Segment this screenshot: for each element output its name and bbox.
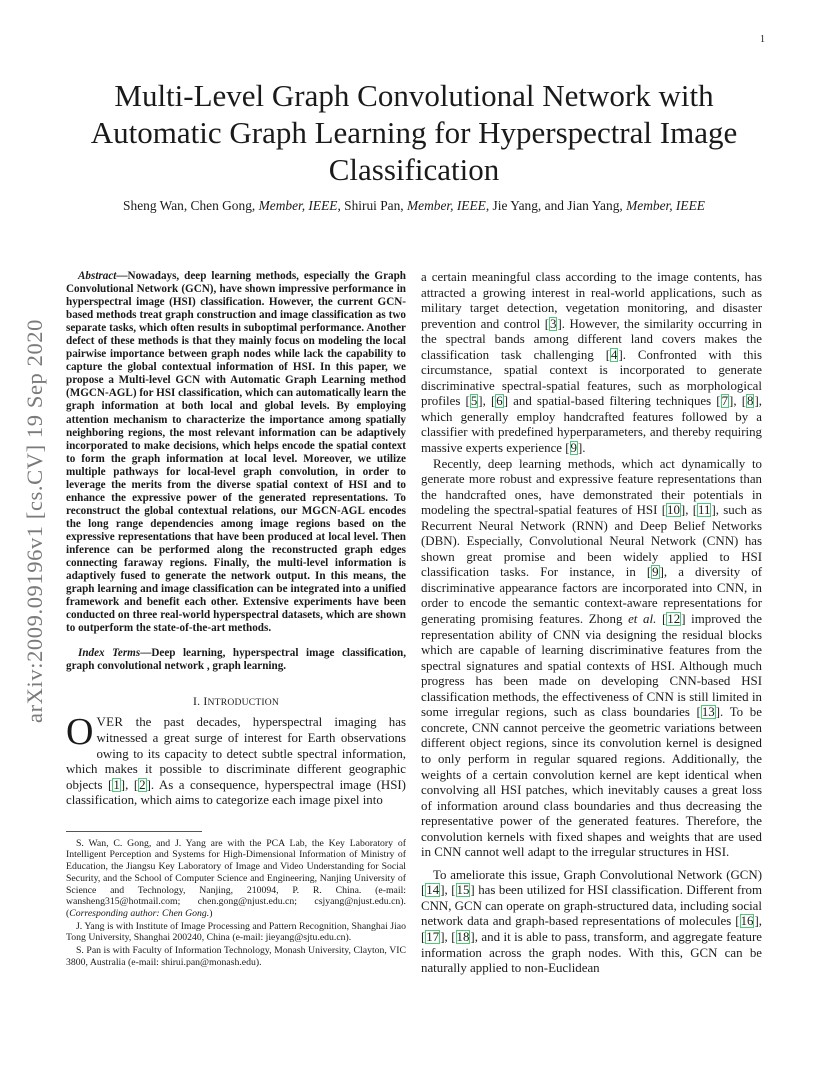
arxiv-identifier-text: arXiv:2009.09196v1 [cs.CV] 19 Sep 2020 bbox=[22, 318, 47, 724]
author-role-1: Member, IEEE bbox=[258, 198, 338, 213]
citation-link[interactable]: 9 bbox=[570, 441, 577, 456]
drop-cap: O bbox=[66, 711, 94, 754]
citation-link[interactable]: 13 bbox=[701, 705, 715, 720]
citation-link[interactable]: 16 bbox=[740, 914, 754, 929]
footnote-affiliation-3: S. Pan is with Faculty of Information Technology, Monash University, Clayton, VIC 3800, Australia (e-mail: shirui.pan@monash.edu). bbox=[66, 945, 406, 968]
intro-text-2: . As a consequence, hyperspectral image (HSI) classification, which aims to categorize each image pixel into bbox=[66, 777, 406, 808]
section-heading-introduction bbox=[66, 694, 406, 709]
body-paragraph-2: Recently, deep learning methods, which act dynamically to generate more robust and expressive feature representations than the handcrafted ones, have demonstrated their potentials in modeling the spectral-spatial features of HSI [10], [11], such as Recurrent Neural Network (RNN) and Deep Belief Networks (DBN). Especially, Convolutional Neural Network (CNN) has shown great promise and been widely applied to HSI classification tasks. For instance, in [9], a diversity of discriminative appearance factors are incorporated into CNN, in order to encode the semantic context-aware representations for generating promising features. Zhong et al. [12] improved the representation ability of CNN via designing the residual blocks which are capable of learning discriminative features from the spectral signatures and spatial contexts of HSI. Although much progress has been made on developing CNN-based HSI classification methods, the effectiveness of CNN is still limited in some irregular regions, such as class boundaries [13]. To be concrete, CNN cannot perceive the geometric variations between different object regions, since its convolution kernel is designed to only perform in regular squared regions. Additionally, the weights of a certain convolution kernel are kept identical when convolving all HSI patches, which inevitably causes a great loss of information around class boundaries and thus decreasing the representative power of the generated features. Therefore, the convolution kernels with fixed shapes and weights that are used in CNN cannot well adapt to the irregular structures in HSI. bbox=[421, 456, 762, 860]
abstract-lead: Abstract bbox=[78, 270, 117, 282]
author-role-3: Member, IEEE bbox=[626, 198, 705, 213]
body-paragraph-1: a certain meaningful class according to the image contents, has attracted a growing interest in real-world applications, such as military target detection, vegetation monitoring, and disaster prevention and control [3]. However, the similarity occurring in the spectral bands among different land covers makes the classification task challenging [4]. Confronted with this circumstance, spatial context is incorporated to generate discriminative spectral-spatial features, such as morphological profiles [5], [6] and spatial-based filtering techniques [7], [8], which generally employ handcrafted features followed by a classifier with predefined hyperparameters, and thereby requiring massive experts experience [9]. bbox=[421, 270, 762, 456]
citation-link[interactable]: 5 bbox=[470, 394, 478, 409]
arxiv-identifier bbox=[20, 282, 50, 760]
citation-link[interactable]: 10 bbox=[667, 503, 680, 518]
intro-caps: VER bbox=[96, 715, 124, 730]
abstract-text: —Nowadays, deep learning methods, especially the Graph Convolutional Network (GCN), have shown impressive performance in hyperspectral image (HSI) classification. However, the current GCN-based methods treat graph construction and image classification as two separate tasks, which often results in suboptimal performance. Another defect of these methods is that they mainly focus on modeling the local pairwise importance between graph nodes while lack the capability to capture the global contextual information of HSI. In this paper, we propose a Multi-level GCN with Automatic Graph Learning method (MGCN-AGL) for HSI classification, which can automatically learn the graph information at both local and global levels. By employing attention mechanism to characterize the importance among spatially neighboring regions, the most relevant information can be adaptively incorporated to make decisions, which helps encode the spatial context to form the graph information at local level. Moreover, we utilize multiple pathways for local-level graph convolution, in order to leverage the merits from the diverse spatial context of HSI and to enhance the expressive power of the generated representations. To reconstruct the global contextual relations, our MGCN-AGL encodes the long range dependencies among image regions based on the expressive representations that have been produced at local level. Then inference can be performed along the reconstructed graph edges connecting faraway regions. Finally, the multi-level information is adaptively fused to generate the network output. In this means, the graph learning and image classification can be integrated into a unified framework and benefit each other. Extensive experiments have been conducted on three real-world hyperspectral datasets, which are shown to outperform the state-of-the-art methods. bbox=[66, 270, 406, 635]
citation-link[interactable]: 9 bbox=[652, 565, 659, 580]
citation-link[interactable]: 7 bbox=[721, 394, 729, 409]
author-names-2: , Shirui Pan, bbox=[337, 198, 404, 213]
abstract bbox=[66, 270, 406, 635]
right-column bbox=[421, 270, 762, 977]
index-terms bbox=[66, 647, 406, 673]
left-column bbox=[66, 270, 406, 969]
author-list bbox=[62, 198, 766, 214]
intro-paragraph: OVER the past decades, hyperspectral imaging has witnessed a great surge of interest for Earth observations owing to its capacity to detect subtle spectral information, which makes it possible to discriminate different geographic objects [1], [2]. As a consequence, hyperspectral image (HSI) classification, which aims to categorize each image pixel into bbox=[66, 711, 406, 808]
footnote-affiliation-1: S. Wan, C. Gong, and J. Yang are with the PCA Lab, the Key Laboratory of Intelligent Perception and Systems for High-Dimensional Information of Ministry of Education, the Jiangsu Key Laboratory of Image and Video Understanding for Social Security, and the School of Computer Science and Engineering, Nanjing University of Science and Technology, Nanjing, 210094, P. R. China. (e-mail: wansheng315@hotmail.com; chen.gong@njust.edu.cn; csjyang@njust.edu.cn). (Corresponding author: Chen Gong.) bbox=[66, 837, 406, 919]
index-terms-text: —Deep learning, hyperspectral image classification, graph convolutional network , graph learning. bbox=[66, 647, 406, 673]
paper-title: Multi-Level Graph Convolutional Network with Automatic Graph Learning for Hyperspectral Image Classification bbox=[90, 78, 738, 187]
citation-link[interactable]: 18 bbox=[456, 929, 470, 944]
page-number: 1 bbox=[760, 34, 765, 45]
intro-text-1: the past decades, hyperspectral imaging has witnessed a great surge of interest for Earth observations owing to its capacity to detect subtle spectral information, which makes it possible to discriminate different geographic objects bbox=[66, 715, 406, 792]
citation-link[interactable]: 2 bbox=[139, 777, 146, 792]
citation-link[interactable]: 1 bbox=[113, 777, 120, 792]
index-terms-lead: Index Terms bbox=[78, 647, 141, 660]
section-numeral: I. bbox=[192, 694, 204, 709]
citation-link[interactable]: 3 bbox=[550, 316, 557, 331]
citation-link[interactable]: 4 bbox=[610, 347, 618, 362]
citation-link[interactable]: 11 bbox=[698, 503, 711, 518]
author-role-2: Member, IEEE bbox=[407, 198, 486, 213]
citation-link[interactable]: 6 bbox=[496, 394, 503, 409]
citation-link[interactable]: 12 bbox=[667, 612, 681, 627]
footnote-rule bbox=[66, 831, 202, 832]
citation-link[interactable]: 8 bbox=[747, 394, 754, 409]
section-rest-caps: NTRODUCTION bbox=[207, 697, 280, 709]
section-first-letter: I bbox=[203, 694, 208, 709]
author-names-3: , Jie Yang, and Jian Yang, bbox=[485, 198, 623, 213]
citation-link[interactable]: 14 bbox=[426, 883, 440, 898]
footnote-affiliation-2: J. Yang is with Institute of Image Processing and Pattern Recognition, Shanghai Jiao Tong University, Shanghai 200240, China (e-mail: jieyang@sjtu.edu.cn). bbox=[66, 920, 406, 944]
author-names-1: Sheng Wan, Chen Gong, bbox=[123, 198, 256, 213]
body-paragraph-3: To ameliorate this issue, Graph Convolutional Network (GCN) [14], [15] has been utilized for HSI classification. Different from CNN, GCN can operate on graph-structured data, including social network data and graph-based representations of molecules [16], [17], [18], and it is able to pass, transform, and aggregate feature information across the graph nodes. With this, GCN can be naturally applied to non-Euclidean bbox=[421, 867, 762, 976]
citation-link[interactable]: 17 bbox=[426, 929, 440, 944]
citation-link[interactable]: 15 bbox=[456, 883, 470, 898]
